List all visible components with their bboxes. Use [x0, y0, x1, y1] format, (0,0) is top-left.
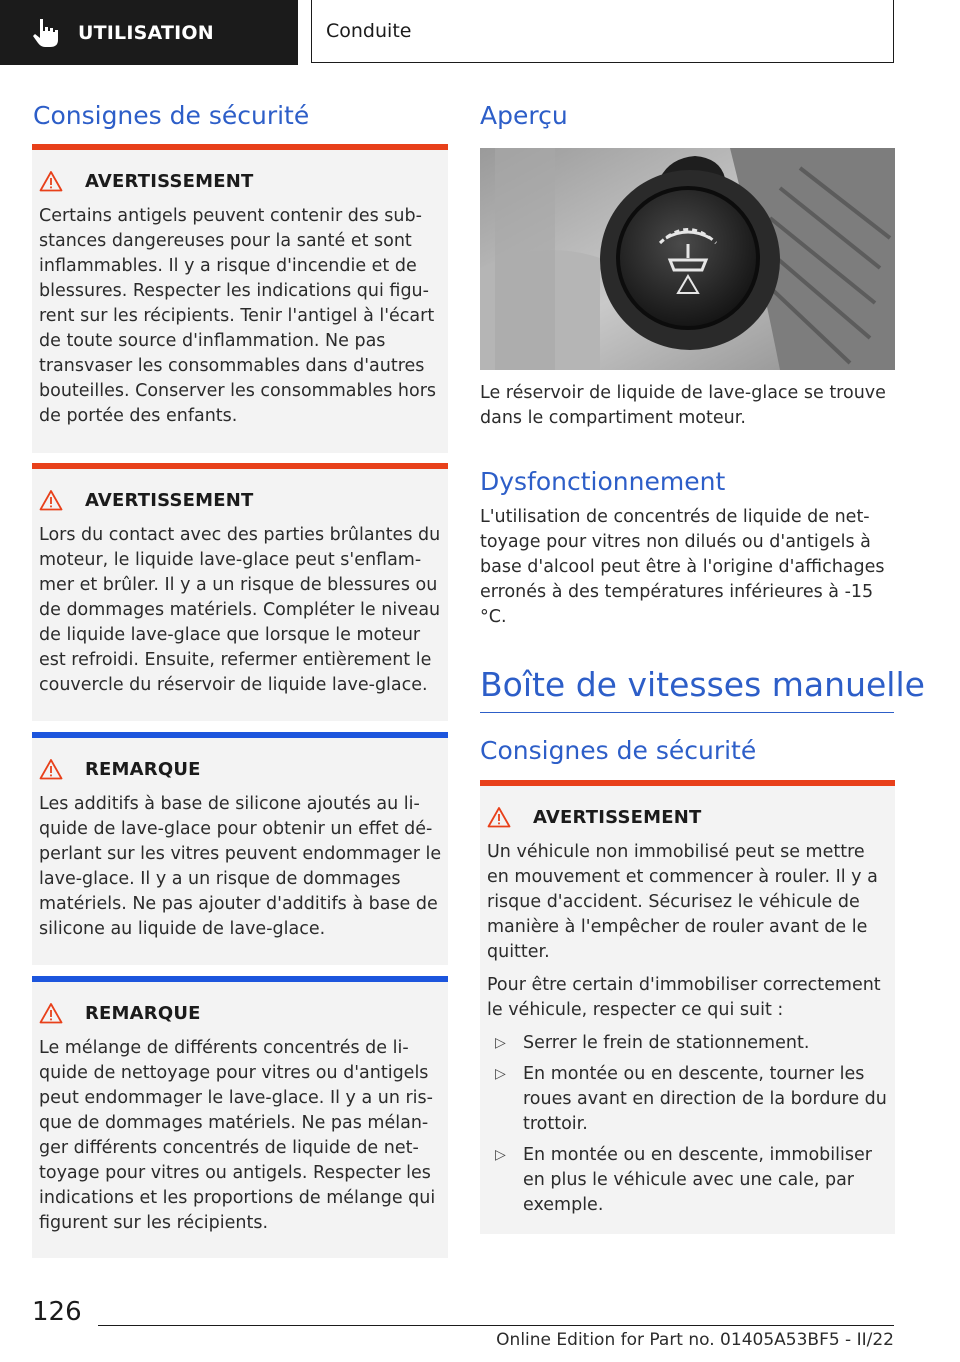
box-heading [39, 758, 201, 780]
box-text: Le mélange de différents concentrés de li-quide de nettoyage pour vitres ou d'antigels peut endommager le lave-glace. Il y a un ris-que de dommages matériels. Ne pas mélan-ger différents concentrés de liquide de net-toyage pour vitres ou antigels. Respecter les indications et les proportions de mélange qui figurent sur les récipients. [39, 1038, 436, 1233]
bullet-triangle-icon: ▷ [495, 1147, 506, 1163]
page-number: 126 [32, 1297, 82, 1327]
box-heading-label: AVERTISSEMENT [85, 489, 254, 511]
warning-box-3 [480, 780, 895, 1234]
bullet-triangle-icon: ▷ [495, 1035, 506, 1051]
consignes-title: Consignes de sécurité [480, 736, 757, 765]
list-item-text: En montée ou en descente, tourner les roues avant en direction de la bordure du trottoir. [523, 1064, 887, 1134]
box-text: Certains antigels peuvent contenir des sub-stances dangereuses pour la santé et sont inflammables. Il y a risque d'incendie et de blessures. Respecter les indications qui figu-rent sur les récipients. Tenir l'antigel à l'écart de toute source d'inflammation. Ne pas transvaser les consommables dans d'autres bouteilles. Conserver les consommables hors de portée des enfants. [39, 206, 437, 426]
box-heading [39, 489, 254, 511]
left-section-title: Consignes de sécurité [33, 101, 310, 130]
chapter-title-rule [480, 712, 894, 713]
box-content [487, 840, 889, 1224]
warning-triangle-icon [39, 758, 63, 780]
box-text-2: Pour être certain d'immobiliser correctement le véhicule, respecter ce qui suit : [487, 975, 881, 1020]
bullet-triangle-icon: ▷ [495, 1066, 506, 1082]
list-item [487, 1143, 889, 1218]
chapter-title: Boîte de vitesses manuelle [480, 665, 925, 704]
box-text: Lors du contact avec des parties brûlantes du moteur, le liquide lave-glace peut s'enflam-mer et brûler. Il y a un risque de blessures ou de dommages matériels. Compléter le niveau de liquide lave-glace que lorsque le moteur est refroidi. Ensuite, refermer entièrement le couvercle du réservoir de liquide lave-glace. [39, 525, 441, 695]
note-bar [32, 976, 448, 982]
apercu-text: Le réservoir de liquide de lave-glace se trouve dans le compartiment moteur. [480, 383, 886, 428]
note-box-1 [32, 732, 448, 965]
header-chapter-label: Conduite [326, 20, 412, 42]
warning-triangle-icon [39, 489, 63, 511]
washer-reservoir-photo [480, 148, 895, 370]
list-item-text: En montée ou en descente, immobiliser en plus le véhicule avec une cale, par exemple. [523, 1145, 872, 1215]
dysfonctionnement-title: Dysfonctionnement [480, 467, 726, 496]
box-heading [39, 170, 254, 192]
edition-text: Online Edition for Part no. 01405A53BF5 - II/22 [496, 1330, 894, 1350]
warning-triangle-icon [39, 170, 63, 192]
warning-bar [32, 144, 448, 150]
warning-box-2 [32, 463, 448, 721]
footer-rule [98, 1325, 894, 1326]
header-section-tab [0, 0, 298, 65]
box-text: Les additifs à base de silicone ajoutés au li-quide de lave-glace pour obtenir un effet dé-perlant sur les vitres peuvent endommager le lave-glace. Il y a un risque de dommages matériels. Ne pas ajouter d'additifs à base de silicone au liquide de lave-glace. [39, 794, 442, 939]
apercu-title: Aperçu [480, 101, 568, 130]
warning-bar [480, 780, 895, 786]
header-section-label: UTILISATION [78, 21, 214, 44]
box-heading-label: AVERTISSEMENT [533, 806, 702, 828]
warning-bar [32, 463, 448, 469]
box-text: Un véhicule non immobilisé peut se mettre en mouvement et commencer à rouler. Il y a risque d'accident. Sécurisez le véhicule de manière à l'empêcher de rouler avant de le quitter. [487, 842, 878, 962]
box-heading [487, 806, 702, 828]
box-heading-label: AVERTISSEMENT [85, 170, 254, 192]
hand-pointer-icon [30, 16, 64, 50]
note-bar [32, 732, 448, 738]
note-box-2 [32, 976, 448, 1258]
warning-box-1 [32, 144, 448, 453]
header-chapter [311, 0, 894, 63]
instruction-list [487, 1031, 889, 1218]
box-heading-label: REMARQUE [85, 1002, 201, 1024]
dysfonctionnement-text: L'utilisation de concentrés de liquide de net-toyage pour vitres non dilués ou d'antigels à base d'alcool peut être à l'origine d'affichages erronés à des températures inférieures à -15 °C. [480, 507, 885, 627]
list-item-text: Serrer le frein de stationnement. [523, 1033, 810, 1053]
list-item [487, 1062, 889, 1137]
list-item [487, 1031, 889, 1056]
warning-triangle-icon [39, 1002, 63, 1024]
box-heading [39, 1002, 201, 1024]
box-heading-label: REMARQUE [85, 758, 201, 780]
warning-triangle-icon [487, 806, 511, 828]
